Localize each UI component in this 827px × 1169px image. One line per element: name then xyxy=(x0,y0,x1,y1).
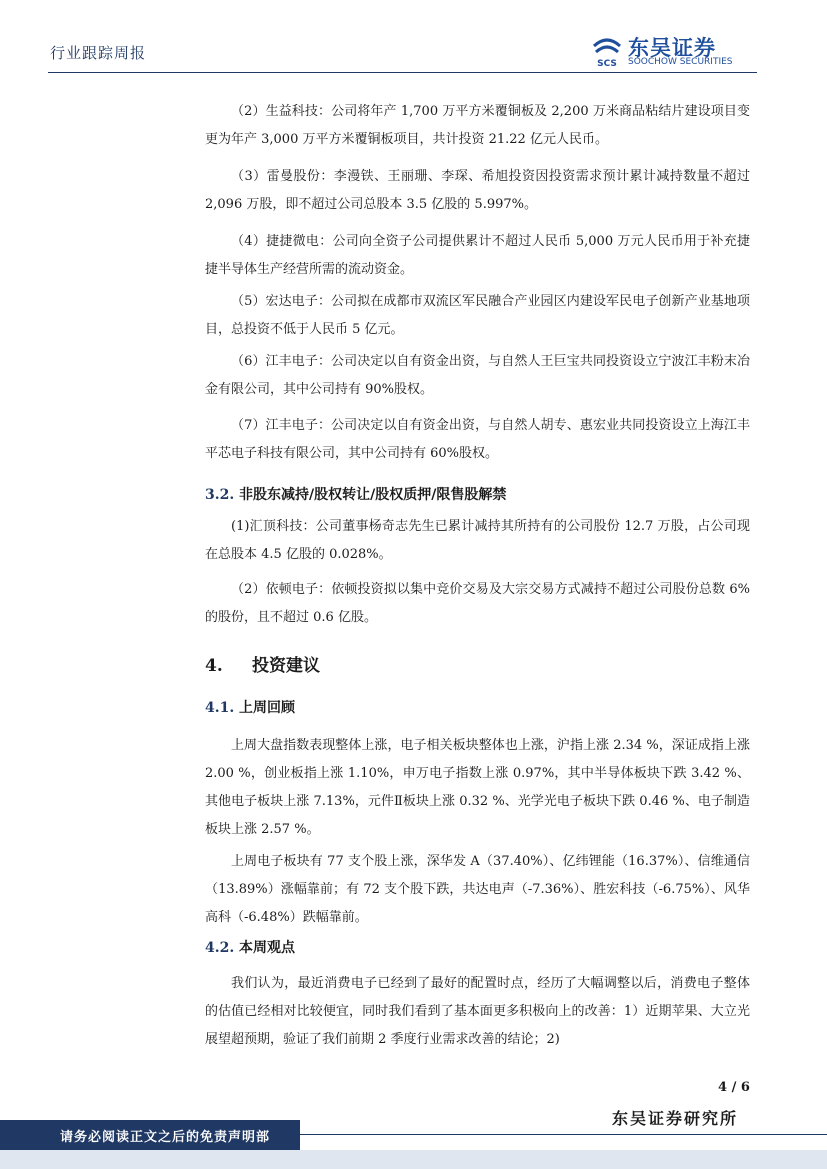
logo-name-en: SOOCHOW SECURITIES xyxy=(628,57,733,67)
section-heading-4-1 xyxy=(205,697,295,717)
paragraph: 我们认为，最近消费电子已经到了最好的配置时点，经历了大幅调整以后，消费电子整体的估值已经相对比较便宜，同时我们看到了基本面更多积极向上的改善：1）近期苹果、大立光展望超预期，验证了我们前期 2 季度行业需求改善的结论；2) xyxy=(205,976,750,1047)
paragraph: （7）江丰电子：公司决定以自有资金出资，与自然人胡专、惠宏业共同投资设立上海江丰平芯电子科技有限公司，其中公司持有 60%股权。 xyxy=(205,418,750,461)
paragraph: （2）生益科技：公司将年产 1,700 万平方米覆铜板及 2,200 万米商品粘结片建设项目变更为年产 3,000 万平方米覆铜板项目，共计投资 21.22 亿元人民币。 xyxy=(205,104,750,147)
section-number: 4.2. xyxy=(205,940,235,956)
section-number: 4.1. xyxy=(205,700,235,716)
footer-strip xyxy=(0,1150,827,1169)
paragraph: （5）宏达电子：公司拟在成都市双流区军民融合产业园区内建设军民电子创新产业基地项目，总投资不低于人民币 5 亿元。 xyxy=(205,294,750,337)
company-logo xyxy=(590,30,765,70)
footer-disclaimer: 请务必阅读正文之后的免责声明部 xyxy=(60,1130,271,1145)
logo-mark-text: SCS xyxy=(597,59,617,68)
section-title: 非股东减持/股权转让/股权质押/限售股解禁 xyxy=(239,487,507,503)
report-type-label: 行业跟踪周报 xyxy=(50,44,147,62)
paragraph: （6）江丰电子：公司决定以自有资金出资，与自然人王巨宝共同投资设立宁波江丰粉末冶金有限公司，其中公司持有 90%股权。 xyxy=(205,354,750,397)
paragraph: 上周电子板块有 77 支个股上涨，深华发 A（37.40%）、亿纬锂能（16.37%）、信维通信（13.89%）涨幅靠前；有 72 支个股下跌，共达电声（-7.36%）、胜宏科技（-6.75%）、风华高科（-6.48%）跌幅靠前。 xyxy=(205,854,750,925)
paragraph: （3）雷曼股份：李漫铁、王丽珊、李琛、希旭投资因投资需求预计累计减持数量不超过 2,096 万股，即不超过公司总股本 3.5 亿股的 5.997%。 xyxy=(205,169,750,212)
page-number: 4 / 6 xyxy=(718,1080,750,1095)
section-heading-3-2 xyxy=(205,484,506,504)
header-rule xyxy=(48,72,757,73)
logo-mark-icon xyxy=(590,34,624,68)
paragraph: （2）依顿电子：依顿投资拟以集中竞价交易及大宗交易方式减持不超过公司股份总数 6%的股份，且不超过 0.6 亿股。 xyxy=(205,582,750,625)
section-number: 3.2. xyxy=(205,487,235,503)
logo-name-cn: 东吴证券 xyxy=(628,36,716,60)
section-number: 4. xyxy=(205,656,223,676)
section-title: 上周回顾 xyxy=(239,700,295,716)
section-heading-4 xyxy=(205,651,320,676)
paragraph: （4）捷捷微电：公司向全资子公司提供累计不超过人民币 5,000 万元人民币用于补充捷捷半导体生产经营所需的流动资金。 xyxy=(205,234,750,277)
section-title: 投资建议 xyxy=(252,656,320,676)
paragraph: (1)汇顶科技：公司董事杨奇志先生已累计减持其所持有的公司股份 12.7 万股，占公司现在总股本 4.5 亿股的 0.028%。 xyxy=(205,519,750,562)
footer-org-name: 东吴证券研究所 xyxy=(612,1109,739,1128)
paragraph: 上周大盘指数表现整体上涨，电子相关板块整体也上涨，沪指上涨 2.34 %，深证成指上涨 2.00 %，创业板指上涨 1.10%，申万电子指数上涨 0.97%，其中半导体板块下跌 3.42 %、其他电子板块上涨 7.13%，元件Ⅱ板块上涨 0.32 %、光学光电子板块下跌 0.46 %、电子制造板块上涨 2.57 %。 xyxy=(205,738,750,837)
section-heading-4-2 xyxy=(205,937,295,957)
section-title: 本周观点 xyxy=(239,940,295,956)
footer-rule xyxy=(300,1134,827,1135)
